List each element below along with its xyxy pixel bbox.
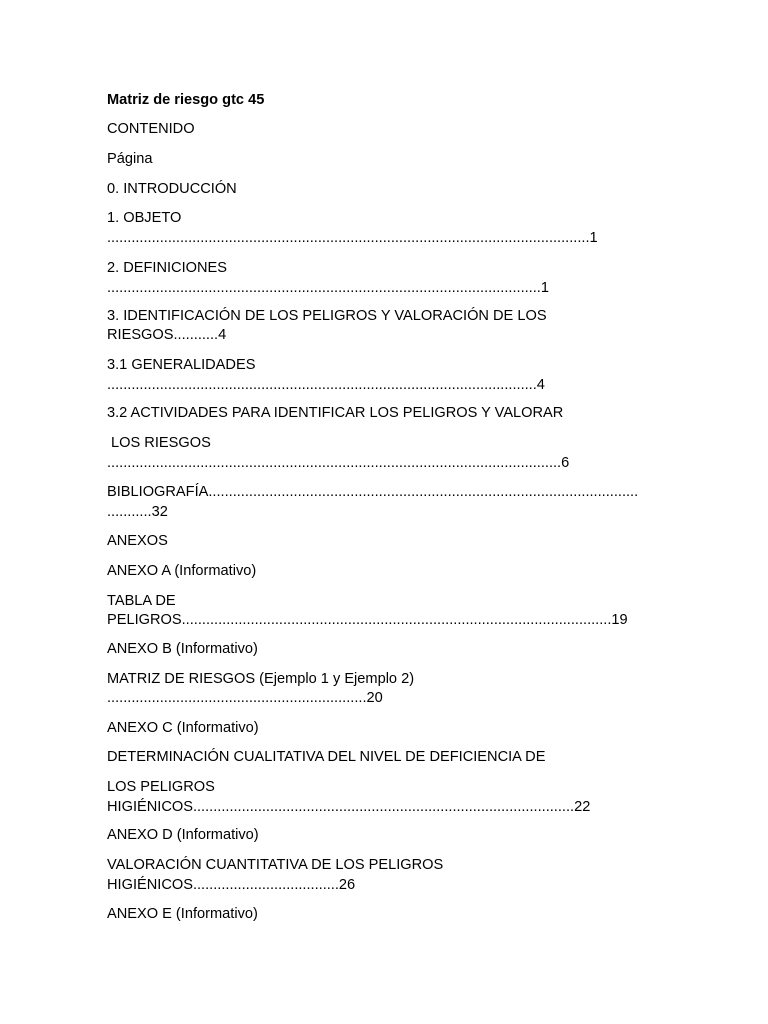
toc-leader-definiciones: ...........................................................................................................1: [107, 280, 549, 296]
toc-entry-anexo-d: ANEXO D (Informativo): [107, 827, 259, 843]
toc-entry-higienicos-22: HIGIÉNICOS..............................................................................................22: [107, 799, 591, 815]
toc-entry-higienicos-26: HIGIÉNICOS....................................26: [107, 877, 356, 893]
toc-entry-valoracion: VALORACIÓN CUANTITATIVA DE LOS PELIGROS: [107, 857, 444, 873]
toc-entry-anexo-b: ANEXO B (Informativo): [107, 641, 258, 657]
toc-leader-actividades: ................................................................................................................6: [107, 455, 570, 471]
toc-leader-generalidades: ..........................................................................................................4: [107, 377, 545, 393]
toc-entry-definiciones: 2. DEFINICIONES: [107, 260, 228, 276]
toc-entry-matriz: MATRIZ DE RIESGOS (Ejemplo 1 y Ejemplo 2): [107, 671, 415, 687]
toc-entry-generalidades: 3.1 GENERALIDADES: [107, 357, 256, 373]
toc-entry-bibliografia: BIBLIOGRAFÍA..........................................................................................................: [107, 484, 639, 500]
toc-entry-anexos: ANEXOS: [107, 533, 168, 549]
toc-entry-identificacion-cont: RIESGOS...........4: [107, 327, 227, 343]
toc-entry-anexo-a: ANEXO A (Informativo): [107, 563, 257, 579]
toc-entry-anexo-e: ANEXO E (Informativo): [107, 906, 258, 922]
toc-entry-determinacion-cont: LOS PELIGROS: [107, 779, 215, 795]
toc-leader-matriz: ................................................................20: [107, 690, 383, 706]
toc-entry-introduccion: 0. INTRODUCCIÓN: [107, 181, 237, 197]
toc-page-label: Página: [107, 151, 153, 167]
toc-entry-anexo-c: ANEXO C (Informativo): [107, 720, 259, 736]
toc-entry-objeto: 1. OBJETO: [107, 210, 182, 226]
toc-entry-determinacion: DETERMINACIÓN CUALITATIVA DEL NIVEL DE DEFICIENCIA DE: [107, 749, 546, 765]
toc-entry-tabla-de: TABLA DE: [107, 593, 176, 609]
toc-entry-actividades: 3.2 ACTIVIDADES PARA IDENTIFICAR LOS PELIGROS Y VALORAR: [107, 405, 564, 421]
toc-heading: CONTENIDO: [107, 121, 195, 137]
toc-leader-objeto: .......................................................................................................................1: [107, 230, 598, 246]
toc-entry-peligros: PELIGROS..........................................................................................................19: [107, 612, 628, 628]
toc-entry-actividades-cont: LOS RIESGOS: [107, 435, 211, 451]
document-title: Matriz de riesgo gtc 45: [107, 92, 265, 108]
toc-entry-identificacion: 3. IDENTIFICACIÓN DE LOS PELIGROS Y VALORACIÓN DE LOS: [107, 308, 547, 324]
toc-leader-bibliografia: ...........32: [107, 504, 168, 520]
